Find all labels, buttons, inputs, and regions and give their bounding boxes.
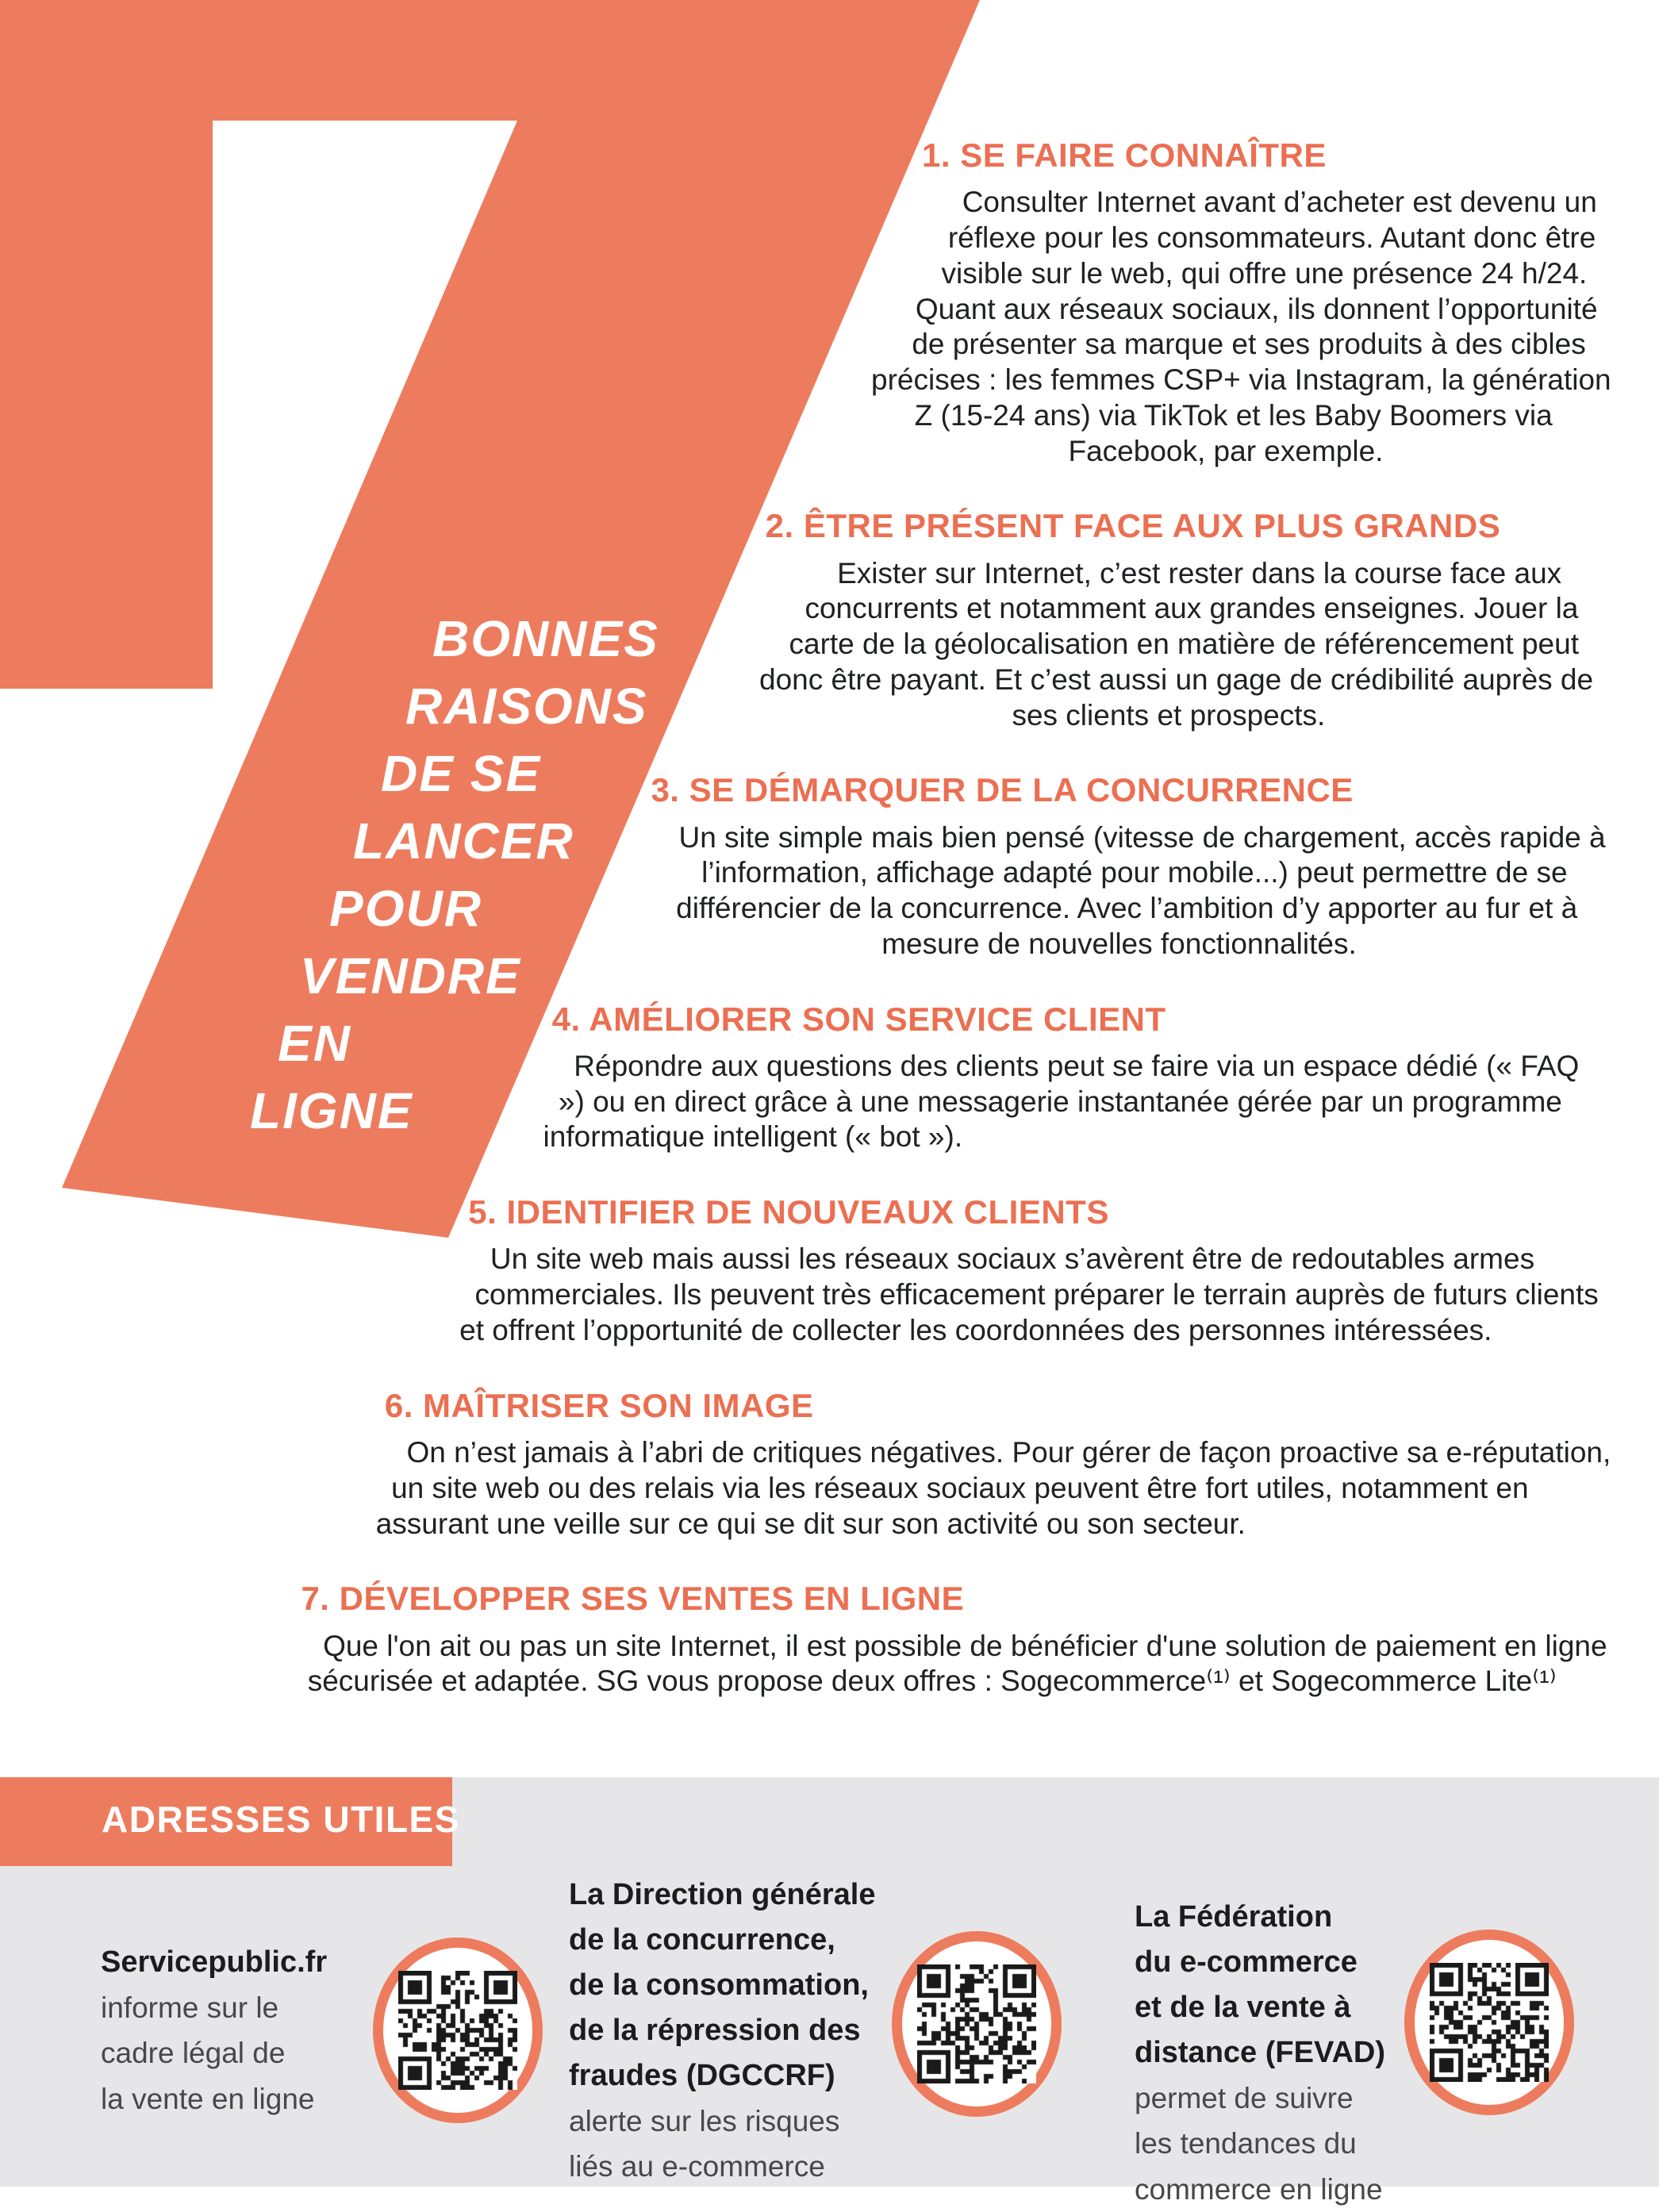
section-5-body: Un site web mais aussi les réseaux sociaux s’avèrent être de redoutables armes commerciales. Ils peuvent très efficacement préparer le terrain auprès de futurs clients et offrent l’opportunité de collecter les coordonnées des personnes intéressées.	[459, 1242, 1599, 1347]
section-3-body: Un site simple mais bien pensé (vitesse de chargement, accès rapide à l’information, affichage adapté pour mobile...) peut permettre de se différencier de la concurrence. Avec l’ambition d’y apporter au fur et à mesure de nouvelles fonctionnalités.	[676, 820, 1606, 960]
addresses-banner-label: ADRESSES UTILES	[102, 1799, 460, 1840]
section-6-title: 6. MAÎTRISER SON IMAGE	[384, 1386, 814, 1424]
address-column-2	[569, 1872, 894, 2190]
sections-column	[0, 135, 1611, 1777]
section-4-title: 4. AMÉLIORER SON SERVICE CLIENT	[551, 1000, 1166, 1038]
address-2-name-line: de la concurrence,	[569, 1923, 835, 1957]
address-3-name-line: et de la vente à	[1135, 1991, 1351, 2024]
seven-word-8: LIGNE	[250, 1082, 413, 1139]
address-column-3	[1135, 1895, 1452, 2212]
section-5-title: 5. IDENTIFIER DE NOUVEAUX CLIENTS	[468, 1193, 1109, 1231]
seven-word-4: LANCER	[353, 812, 574, 870]
section-3-title: 3. SE DÉMARQUER DE LA CONCURRENCE	[651, 771, 1354, 809]
qr-dgccrf-circle	[892, 1931, 1062, 2117]
seven-word-6: VENDRE	[300, 947, 521, 1004]
address-2-name-line: La Direction générale	[569, 1878, 876, 1911]
address-3-name-line: La Fédération	[1135, 1900, 1333, 1934]
seven-word-1: BONNES	[432, 610, 659, 667]
address-1-desc-line: informe sur le	[101, 1991, 279, 2024]
address-3-name-line: distance (FEVAD)	[1135, 2036, 1386, 2069]
section-1-body: Consulter Internet avant d’acheter est devenu un réflexe pour les consommateurs. Autant donc être visible sur le web, qui offre une présence 24 h/24. Quant aux réseaux sociaux, ils donnent l’opportunité de présenter sa marque et ses produits à des cibles précises : les femmes CSP+ via Instagram, la génération Z (15-24 ans) via TikTok et les Baby Boomers via Facebook, par exemple.	[871, 186, 1611, 467]
seven-word-3: DE SE	[381, 745, 542, 802]
qr-servicepublic-circle	[373, 1937, 543, 2123]
qr-servicepublic-code	[398, 1971, 517, 2090]
section-6-body: On n’est jamais à l’abri de critiques négatives. Pour gérer de façon proactive sa e-réputation, un site web ou des relais via les réseaux sociaux peuvent être fort utiles, notamment en assurant une veille sur ce qui se dit sur son activité ou son secteur.	[375, 1436, 1611, 1540]
address-1-desc-line: cadre légal de	[101, 2037, 286, 2070]
section-4-body: Répondre aux questions des clients peut se faire via un espace dédié (« FAQ ») ou en direct grâce à une messagerie instantanée gérée par un programme informatique intelligent (« bot »).	[543, 1049, 1580, 1154]
section-1-title: 1. SE FAIRE CONNAÎTRE	[922, 136, 1327, 174]
address-2-desc-line: liés au e-commerce	[569, 2150, 825, 2183]
seven-word-2: RAISONS	[405, 678, 648, 735]
addresses-banner	[0, 1777, 460, 1866]
address-1-desc-line: la vente en ligne	[101, 2082, 315, 2115]
address-3-desc-line: les tendances du	[1135, 2127, 1357, 2160]
qr-fevad-circle	[1404, 1930, 1574, 2115]
address-3-name-line: du e-commerce	[1135, 1945, 1358, 1979]
section-2-body: Exister sur Internet, c’est rester dans la course face aux concurrents et notamment aux grandes enseignes. Jouer la carte de la géolocalisation en matière de référencement peut donc être payant. Et c’est aussi un gage de crédibilité auprès de ses clients et prospects.	[759, 556, 1594, 732]
section-7-title: 7. DÉVELOPPER SES VENTES EN LIGNE	[301, 1580, 965, 1618]
seven-word-7: EN	[278, 1015, 351, 1072]
qr-fevad-code	[1430, 1963, 1549, 2082]
section-7-body: Que l'on ait ou pas un site Internet, il est possible de bénéficier d'une solution de paiement en ligne sécurisée et adaptée. SG vous propose deux offres : Sogecommerce⁽¹⁾ et Sogecommerce Lite⁽¹⁾	[307, 1629, 1607, 1698]
address-3-desc-line: commerce en ligne	[1135, 2172, 1383, 2206]
address-3-desc-line: permet de suivre	[1135, 2082, 1354, 2114]
address-2-desc-line: alerte sur les risques	[569, 2105, 840, 2137]
qr-dgccrf-code	[917, 1964, 1036, 2083]
address-2-name-line: fraudes (DGCCRF)	[569, 2059, 835, 2092]
useful-addresses-band	[0, 1777, 1659, 2206]
seven-word-5: POUR	[329, 880, 482, 937]
address-2-name-line: de la consommation,	[569, 1968, 869, 2002]
section-2-title: 2. ÊTRE PRÉSENT FACE AUX PLUS GRANDS	[765, 507, 1501, 545]
address-2-name-line: de la répression des	[569, 2014, 861, 2047]
address-1-name-line: Servicepublic.fr	[101, 1945, 328, 1979]
